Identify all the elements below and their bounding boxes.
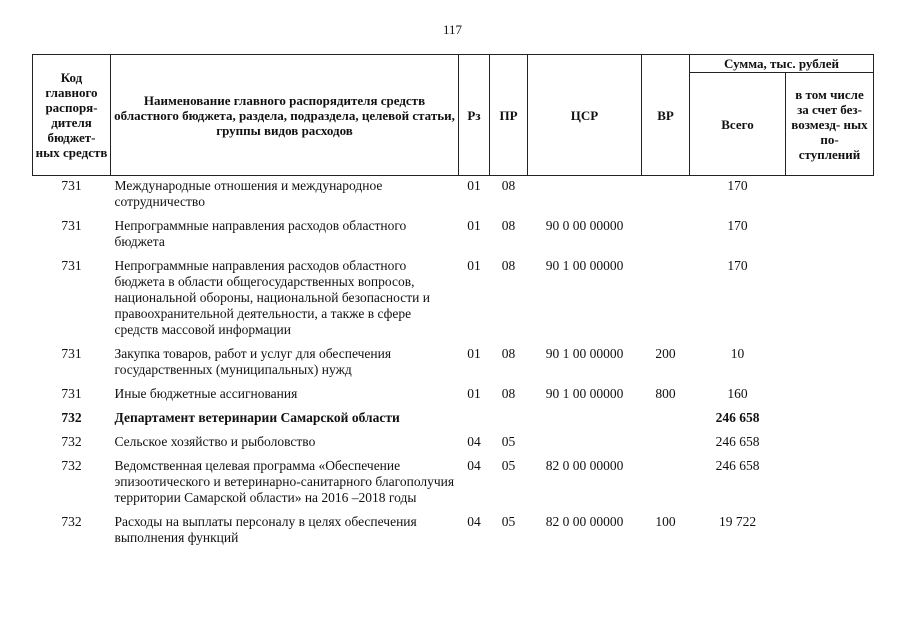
cell-total: 246 658 <box>715 410 760 425</box>
cell-csr: 82 0 00 00000 <box>545 458 624 473</box>
cell-csr <box>528 432 642 456</box>
cell-code: 732 <box>61 514 82 529</box>
cell-csr <box>528 176 642 217</box>
cell-pr: 05 <box>501 514 516 529</box>
col-header-incl: в том числе за счет без- возмезд- ных по- ступлений <box>786 73 874 176</box>
cell-code: 731 <box>61 386 82 401</box>
cell-rz: 01 <box>467 258 481 273</box>
cell-rz: 04 <box>467 514 481 529</box>
cell-vr: 800 <box>655 386 676 401</box>
cell-incl <box>786 408 874 432</box>
cell-pr: 08 <box>501 258 516 273</box>
cell-csr <box>528 408 642 432</box>
cell-name: Непрограммные направления расходов областного бюджета в области общегосударственных вопросов, национальной обороны, национальной безопасности и правоохранительной деятельности, а также в сфере средств массовой информации <box>114 258 430 337</box>
cell-code: 731 <box>61 258 82 273</box>
cell-name: Иные бюджетные ассигнования <box>114 386 298 401</box>
cell-pr: 08 <box>501 386 516 401</box>
cell-name: Сельское хозяйство и рыболовство <box>114 434 316 449</box>
cell-code: 732 <box>61 434 82 449</box>
cell-incl <box>786 176 874 217</box>
cell-incl <box>786 432 874 456</box>
cell-vr: 200 <box>655 346 676 361</box>
cell-code: 731 <box>61 178 82 193</box>
cell-pr: 08 <box>501 178 516 193</box>
cell-rz <box>459 408 490 432</box>
cell-vr <box>642 176 690 217</box>
col-header-rz: Рз <box>459 55 490 176</box>
cell-code: 731 <box>61 218 82 233</box>
table-row <box>33 432 874 456</box>
col-header-sum: Сумма, тыс. рублей <box>690 55 874 73</box>
cell-total: 19 722 <box>718 514 757 529</box>
cell-code: 731 <box>61 346 82 361</box>
cell-rz: 01 <box>467 346 481 361</box>
cell-code: 732 <box>61 410 82 425</box>
col-header-pr: ПР <box>490 55 528 176</box>
cell-csr: 90 1 00 00000 <box>545 258 624 273</box>
cell-incl <box>786 216 874 256</box>
cell-name: Международные отношения и международное сотрудничество <box>114 178 383 209</box>
cell-vr <box>642 256 690 344</box>
col-header-code: Код главного распоря- дителя бюджет- ных средств <box>33 55 111 176</box>
table-row <box>33 384 874 408</box>
cell-rz: 01 <box>467 386 481 401</box>
cell-total: 170 <box>727 258 748 273</box>
table-row <box>33 408 874 432</box>
cell-rz: 01 <box>467 178 481 193</box>
table-row <box>33 256 874 344</box>
cell-total: 10 <box>730 346 745 361</box>
cell-vr <box>642 216 690 256</box>
cell-rz: 01 <box>467 218 481 233</box>
col-header-vr: ВР <box>642 55 690 176</box>
cell-rz: 04 <box>467 458 481 473</box>
table-row <box>33 512 874 552</box>
cell-name: Закупка товаров, работ и услуг для обеспечения государственных (муниципальных) нужд <box>114 346 392 377</box>
cell-pr: 08 <box>501 218 516 233</box>
cell-incl <box>786 512 874 552</box>
col-header-total: Всего <box>690 73 786 176</box>
table-row <box>33 344 874 384</box>
cell-pr <box>490 408 528 432</box>
cell-name: Ведомственная целевая программа «Обеспечение эпизоотического и ветеринарно-санитарного благополучия территории Самарской области» на 2016 –2018 годы <box>114 458 455 505</box>
page-number: 117 <box>442 22 463 37</box>
cell-vr <box>642 432 690 456</box>
cell-csr: 90 0 00 00000 <box>545 218 624 233</box>
cell-total: 160 <box>727 386 748 401</box>
cell-csr: 82 0 00 00000 <box>545 514 624 529</box>
cell-incl <box>786 384 874 408</box>
cell-code: 732 <box>61 458 82 473</box>
cell-pr: 05 <box>501 434 516 449</box>
cell-total: 246 658 <box>715 434 760 449</box>
col-header-name: Наименование главного распорядителя средств областного бюджета, раздела, подраздела, целевой статьи, группы видов расходов <box>111 55 459 176</box>
table-row <box>33 176 874 217</box>
budget-table <box>32 54 874 552</box>
cell-csr: 90 1 00 00000 <box>545 346 624 361</box>
table-row <box>33 216 874 256</box>
cell-name: Департамент ветеринарии Самарской области <box>114 410 400 425</box>
cell-total: 170 <box>727 178 748 193</box>
cell-incl <box>786 344 874 384</box>
cell-vr <box>642 456 690 512</box>
cell-total: 170 <box>727 218 748 233</box>
cell-rz: 04 <box>467 434 481 449</box>
cell-pr: 05 <box>501 458 516 473</box>
cell-name: Расходы на выплаты персоналу в целях обеспечения выполнения функций <box>114 514 417 545</box>
cell-incl <box>786 456 874 512</box>
table-row <box>33 456 874 512</box>
cell-total: 246 658 <box>715 458 760 473</box>
cell-vr: 100 <box>655 514 676 529</box>
col-header-csr: ЦСР <box>528 55 642 176</box>
cell-incl <box>786 256 874 344</box>
cell-vr <box>642 408 690 432</box>
cell-pr: 08 <box>501 346 516 361</box>
cell-name: Непрограммные направления расходов областного бюджета <box>114 218 407 249</box>
cell-csr: 90 1 00 00000 <box>545 386 624 401</box>
